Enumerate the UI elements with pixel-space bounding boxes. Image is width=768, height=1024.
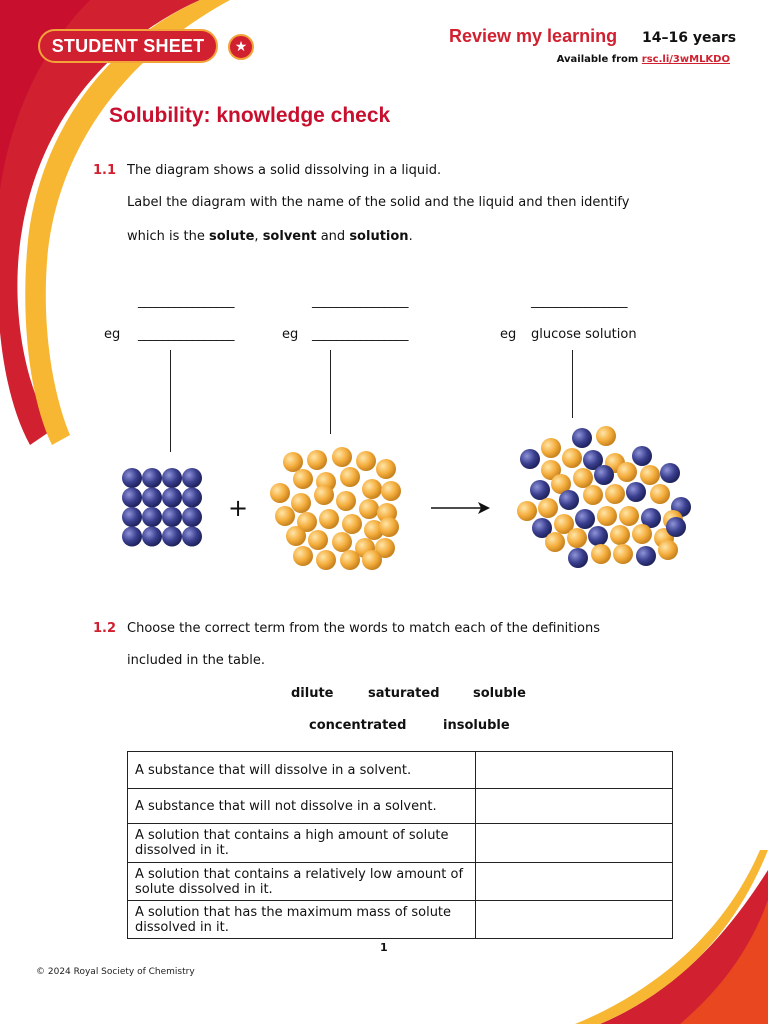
q1-and: and [316, 229, 350, 244]
solvent-particle [356, 451, 376, 471]
definitions-table [127, 751, 673, 939]
definition-cell: A solution that contains a relatively low amount of solute dissolved in it. [128, 863, 476, 901]
solute-particle [162, 527, 182, 547]
solvent-particle [270, 483, 290, 503]
blank-example-liquid[interactable]: ________________ [312, 327, 408, 342]
solute-particle [142, 527, 162, 547]
word-saturated: saturated [368, 686, 440, 701]
solute-particle [122, 488, 142, 508]
available-from [557, 54, 730, 65]
solute-particle [559, 490, 579, 510]
solvent-particle [545, 532, 565, 552]
q1-line3 [127, 229, 413, 244]
q1-line1: The diagram shows a solid dissolving in a liquid. [127, 163, 442, 178]
solute-particle [520, 449, 540, 469]
solvent-particle [314, 485, 334, 505]
liquid-particles [270, 447, 401, 570]
table-row [128, 789, 673, 824]
definition-cell: A substance that will dissolve in a solvent. [128, 752, 476, 789]
word-insoluble: insoluble [443, 718, 510, 733]
solute-particle [530, 480, 550, 500]
solvent-particle [319, 509, 339, 529]
word-soluble: soluble [473, 686, 526, 701]
q1-comma: , [254, 229, 263, 244]
table-row [128, 824, 673, 863]
star-icon: ★ [228, 34, 254, 60]
solute-particle [182, 527, 202, 547]
solvent-particle [597, 506, 617, 526]
solvent-particle [307, 450, 327, 470]
solvent-particle [573, 468, 593, 488]
solvent-particle [286, 526, 306, 546]
q2-line1: Choose the correct term from the words to match each of the definitions [127, 621, 600, 636]
solvent-particle [293, 469, 313, 489]
solvent-particle [376, 459, 396, 479]
blank-label-liquid-top[interactable]: ________________ [312, 294, 408, 309]
solvent-particle [316, 550, 336, 570]
solute-particle [572, 428, 592, 448]
solvent-particle [591, 544, 611, 564]
solute-particle [142, 507, 162, 527]
available-prefix: Available from [556, 54, 639, 65]
solute-particle [162, 507, 182, 527]
solute-particle [122, 468, 142, 488]
solute-particle [636, 546, 656, 566]
solvent-particle [619, 506, 639, 526]
solvent-particle [541, 438, 561, 458]
solute-particle [122, 507, 142, 527]
definition-cell: A solution that contains a high amount of solute dissolved in it. [128, 824, 476, 863]
term-solute: solute [209, 229, 255, 244]
definition-cell: A substance that will not dissolve in a solvent. [128, 789, 476, 824]
solvent-particle [362, 479, 382, 499]
solvent-particle [340, 467, 360, 487]
q2-line2: included in the table. [127, 653, 265, 668]
question-number-1-2: 1.2 [93, 621, 117, 636]
answer-cell[interactable] [476, 863, 673, 901]
term-solvent: solvent [262, 229, 317, 244]
table-row [128, 863, 673, 901]
solvent-particle [613, 544, 633, 564]
table-row [128, 901, 673, 939]
pointer-line-solution [572, 350, 573, 418]
solvent-particle [562, 448, 582, 468]
blank-label-solution-top[interactable]: ________________ [531, 294, 627, 309]
q1-period: . [408, 229, 413, 244]
eg-label-1: eg [104, 327, 121, 342]
example-answer: glucose solution [531, 327, 637, 342]
solvent-particle [308, 530, 328, 550]
term-solution: solution [349, 229, 409, 244]
solute-particle [594, 465, 614, 485]
solid-particles [122, 468, 202, 547]
solvent-particle [379, 517, 399, 537]
solvent-particle [342, 514, 362, 534]
answer-cell[interactable] [476, 752, 673, 789]
solvent-particle [538, 498, 558, 518]
review-my-learning-label: Review my learning [449, 26, 618, 46]
source-link[interactable]: rsc.li/3wMLKDO [641, 54, 730, 65]
solvent-particle [362, 550, 382, 570]
blank-label-solid-top[interactable]: ________________ [138, 294, 234, 309]
table-row [128, 752, 673, 789]
solvent-particle [291, 493, 311, 513]
student-sheet-badge: STUDENT SHEET [38, 29, 218, 63]
solvent-particle [658, 540, 678, 560]
solute-particle [182, 488, 202, 508]
solvent-particle [640, 465, 660, 485]
answer-cell[interactable] [476, 824, 673, 863]
solute-particle [182, 468, 202, 488]
solute-particle [632, 446, 652, 466]
solution-particles [517, 426, 691, 568]
solute-particle [575, 509, 595, 529]
solvent-particle [617, 462, 637, 482]
solute-particle [162, 488, 182, 508]
solvent-particle [632, 524, 652, 544]
solvent-particle [596, 426, 616, 446]
question-number-1-1: 1.1 [93, 163, 117, 178]
solvent-particle [340, 550, 360, 570]
definition-cell: A solution that has the maximum mass of solute dissolved in it. [128, 901, 476, 939]
solvent-particle [517, 501, 537, 521]
solute-particle [660, 463, 680, 483]
solute-particle [626, 482, 646, 502]
solvent-particle [610, 525, 630, 545]
solvent-particle [605, 484, 625, 504]
blank-example-solid[interactable]: ________________ [138, 327, 234, 342]
solute-particle [142, 488, 162, 508]
solvent-particle [332, 447, 352, 467]
page-title: Solubility: knowledge check [109, 104, 391, 127]
word-dilute: dilute [291, 686, 334, 701]
q1-line3-prefix: which is the [127, 229, 209, 244]
solute-particle [182, 507, 202, 527]
solvent-particle [359, 499, 379, 519]
word-concentrated: concentrated [309, 718, 407, 733]
eg-label-2: eg [282, 327, 299, 342]
solute-particle [162, 468, 182, 488]
page-number: 1 [380, 941, 388, 954]
reaction-arrow [431, 502, 490, 514]
solvent-particle [332, 532, 352, 552]
solvent-particle [336, 491, 356, 511]
solvent-particle [275, 506, 295, 526]
copyright: © 2024 Royal Society of Chemistry [36, 967, 195, 977]
answer-cell[interactable] [476, 789, 673, 824]
dissolving-diagram [110, 420, 710, 580]
plus-sign: + [228, 494, 249, 522]
answer-cell[interactable] [476, 901, 673, 939]
solute-particle [568, 548, 588, 568]
solute-particle [142, 468, 162, 488]
solute-particle [588, 526, 608, 546]
solvent-particle [567, 528, 587, 548]
solvent-particle [293, 546, 313, 566]
solvent-particle [283, 452, 303, 472]
age-range-label: 14–16 years [642, 30, 737, 46]
q1-line2: Label the diagram with the name of the solid and the liquid and then identify [127, 195, 630, 210]
solute-particle [666, 517, 686, 537]
solvent-particle [381, 481, 401, 501]
solvent-particle [650, 484, 670, 504]
solvent-particle [583, 485, 603, 505]
eg-label-3: eg [500, 327, 517, 342]
solute-particle [122, 527, 142, 547]
